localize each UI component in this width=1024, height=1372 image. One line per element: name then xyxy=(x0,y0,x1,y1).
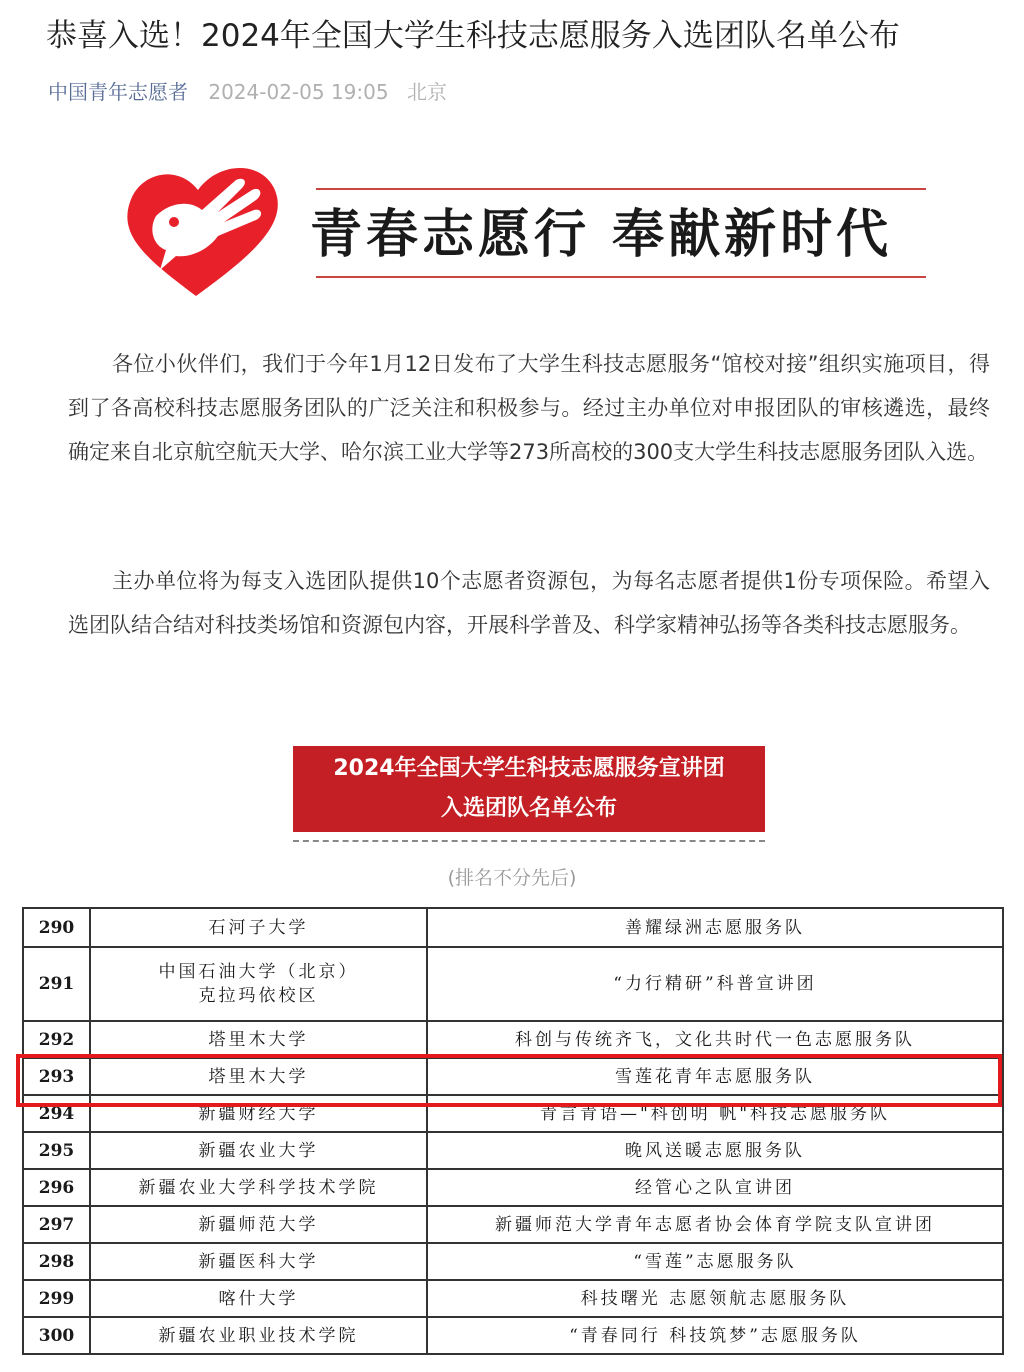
table-row xyxy=(23,1058,1003,1095)
list-title-box xyxy=(293,746,765,832)
row-number: 298 xyxy=(23,1243,90,1280)
banner-rule-top xyxy=(316,188,926,190)
heart-hand-dove-icon xyxy=(78,150,288,302)
table-row xyxy=(23,1243,1003,1280)
row-team: 青言青语—"科创明 帆"科技志愿服务队 xyxy=(427,1095,1003,1132)
row-school: 新疆农业职业技术学院 xyxy=(90,1317,427,1354)
row-number: 290 xyxy=(23,908,90,947)
row-team: “雪莲”志愿服务队 xyxy=(427,1243,1003,1280)
row-team: 科技曙光 志愿领航志愿服务队 xyxy=(427,1280,1003,1317)
list-title-line1: 2024年全国大学生科技志愿服务宣讲团 xyxy=(333,756,725,781)
support-paragraph: 主办单位将为每支入选团队提供10个志愿者资源包，为每名志愿者提供1份专项保险。希望入选团队结合结对科技类场馆和资源包内容，开展科学普及、科学家精神弘扬等各类科技志愿服务。 xyxy=(68,569,990,637)
row-number: 292 xyxy=(23,1021,90,1058)
row-school: 中国石油大学（北京） 克拉玛依校区 xyxy=(90,947,427,1021)
team-list-table xyxy=(22,907,1004,1355)
table-row xyxy=(23,1095,1003,1132)
source-link[interactable]: 中国青年志愿者 xyxy=(48,80,188,104)
row-school: 新疆农业大学科学技术学院 xyxy=(90,1169,427,1206)
table-row xyxy=(23,1280,1003,1317)
row-number: 296 xyxy=(23,1169,90,1206)
table-row xyxy=(23,1169,1003,1206)
row-school: 新疆财经大学 xyxy=(90,1095,427,1132)
row-number: 299 xyxy=(23,1280,90,1317)
row-number: 295 xyxy=(23,1132,90,1169)
row-school: 塔里木大学 xyxy=(90,1021,427,1058)
row-team: 科创与传统齐飞，文化共时代一色志愿服务队 xyxy=(427,1021,1003,1058)
row-number: 297 xyxy=(23,1206,90,1243)
table-row xyxy=(23,1317,1003,1354)
row-team: 晚风送暖志愿服务队 xyxy=(427,1132,1003,1169)
banner-slogan: 青春志愿行 奉献新时代 xyxy=(310,204,893,265)
row-school: 新疆医科大学 xyxy=(90,1243,427,1280)
ranking-note: (排名不分先后) xyxy=(447,867,577,889)
row-team: 新疆师范大学青年志愿者协会体育学院支队宣讲团 xyxy=(427,1206,1003,1243)
row-team: 经管心之队宣讲团 xyxy=(427,1169,1003,1206)
row-number: 291 xyxy=(23,947,90,1021)
row-school: 新疆农业大学 xyxy=(90,1132,427,1169)
banner-rule-bottom xyxy=(316,276,926,278)
row-school: 喀什大学 xyxy=(90,1280,427,1317)
header-banner xyxy=(78,150,978,302)
table-row xyxy=(23,947,1003,1021)
table-row xyxy=(23,908,1003,947)
dashed-divider xyxy=(293,840,765,842)
row-number: 294 xyxy=(23,1095,90,1132)
row-number: 300 xyxy=(23,1317,90,1354)
table-row xyxy=(23,1206,1003,1243)
article-meta xyxy=(48,78,447,106)
publish-date: 2024-02-05 19:05 xyxy=(208,80,389,104)
table-row xyxy=(23,1132,1003,1169)
row-number: 293 xyxy=(23,1058,90,1095)
list-title-line2: 入选团队名单公布 xyxy=(440,796,617,821)
row-team: “青春同行 科技筑梦”志愿服务队 xyxy=(427,1317,1003,1354)
publish-location: 北京 xyxy=(406,80,447,104)
intro-paragraph: 各位小伙伴们，我们于今年1月12日发布了大学生科技志愿服务“馆校对接”组织实施项目，得到了各高校科技志愿服务团队的广泛关注和积极参与。经过主办单位对申报团队的审核遴选，最终确定来自北京航空航天大学、哈尔滨工业大学等273所高校的300支大学生科技志愿服务团队入选。 xyxy=(68,352,990,464)
table-row xyxy=(23,1021,1003,1058)
row-school: 新疆师范大学 xyxy=(90,1206,427,1243)
row-school: 石河子大学 xyxy=(90,908,427,947)
row-team: 雪莲花青年志愿服务队 xyxy=(427,1058,1003,1095)
row-team: 善耀绿洲志愿服务队 xyxy=(427,908,1003,947)
article-title: 恭喜入选！2024年全国大学生科技志愿服务入选团队名单公布 xyxy=(46,18,900,54)
row-team: “力行精研”科普宣讲团 xyxy=(427,947,1003,1021)
row-school: 塔里木大学 xyxy=(90,1058,427,1095)
